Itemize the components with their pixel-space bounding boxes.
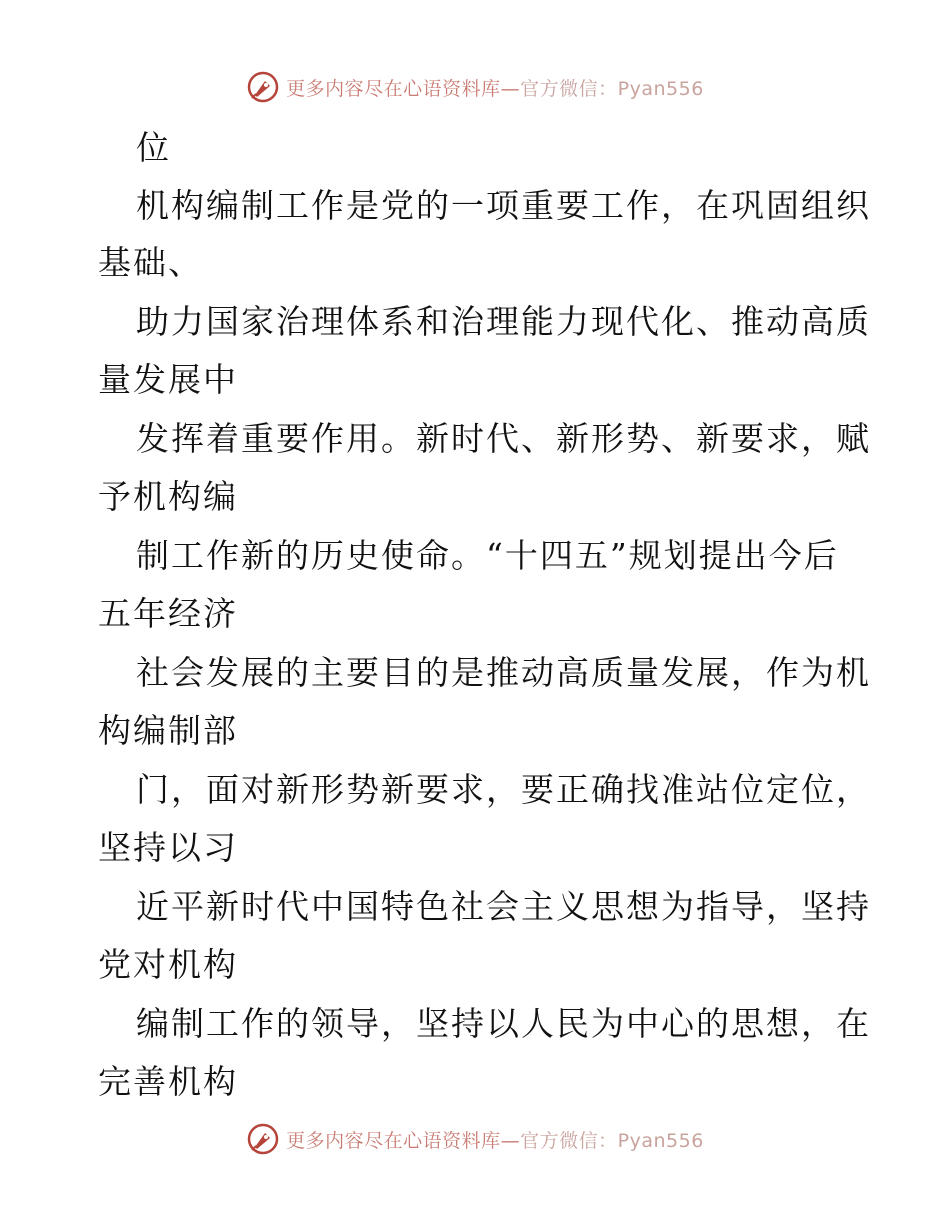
text-line: 予机构编	[98, 477, 238, 516]
watermark-wechat-text: 官方微信：Pyan556	[520, 77, 704, 100]
text-line: 助力国家治理体系和治理能力现代化、推动高质	[136, 302, 871, 341]
text-line: 基础、	[98, 243, 203, 282]
text-line: 社会发展的主要目的是推动高质量发展，作为机	[136, 653, 871, 692]
text-line: 制工作新的历史使命。“十四五”规划提出今后	[136, 536, 839, 575]
text-line: 发挥着重要作用。新时代、新形势、新要求，赋	[136, 419, 871, 458]
pen-nib-logo-icon	[246, 70, 280, 104]
watermark-text	[286, 74, 704, 101]
text-line: 五年经济	[98, 594, 238, 633]
text-line: 近平新时代中国特色社会主义思想为指导，坚持	[136, 887, 871, 926]
text-line: 位	[136, 128, 171, 167]
watermark-site-text: 更多内容尽在心语资料库—	[286, 1129, 521, 1152]
text-line: 完善机构	[98, 1062, 238, 1101]
text-line: 党对机构	[98, 945, 238, 984]
pen-nib-logo-icon	[246, 1122, 280, 1156]
footer-watermark	[0, 1122, 950, 1156]
text-line: 编制工作的领导，坚持以人民为中心的思想，在	[136, 1004, 871, 1043]
text-line: 门，面对新形势新要求，要正确找准站位定位，	[136, 770, 871, 809]
text-line: 机构编制工作是党的一项重要工作，在巩固组织	[136, 186, 871, 225]
header-watermark	[0, 70, 950, 104]
watermark-wechat-text: 官方微信：Pyan556	[520, 1129, 704, 1152]
text-line: 构编制部	[98, 711, 238, 750]
watermark-site-text: 更多内容尽在心语资料库—	[286, 77, 521, 100]
text-line: 坚持以习	[98, 828, 238, 867]
watermark-text	[286, 1126, 704, 1153]
text-line: 量发展中	[98, 360, 238, 399]
